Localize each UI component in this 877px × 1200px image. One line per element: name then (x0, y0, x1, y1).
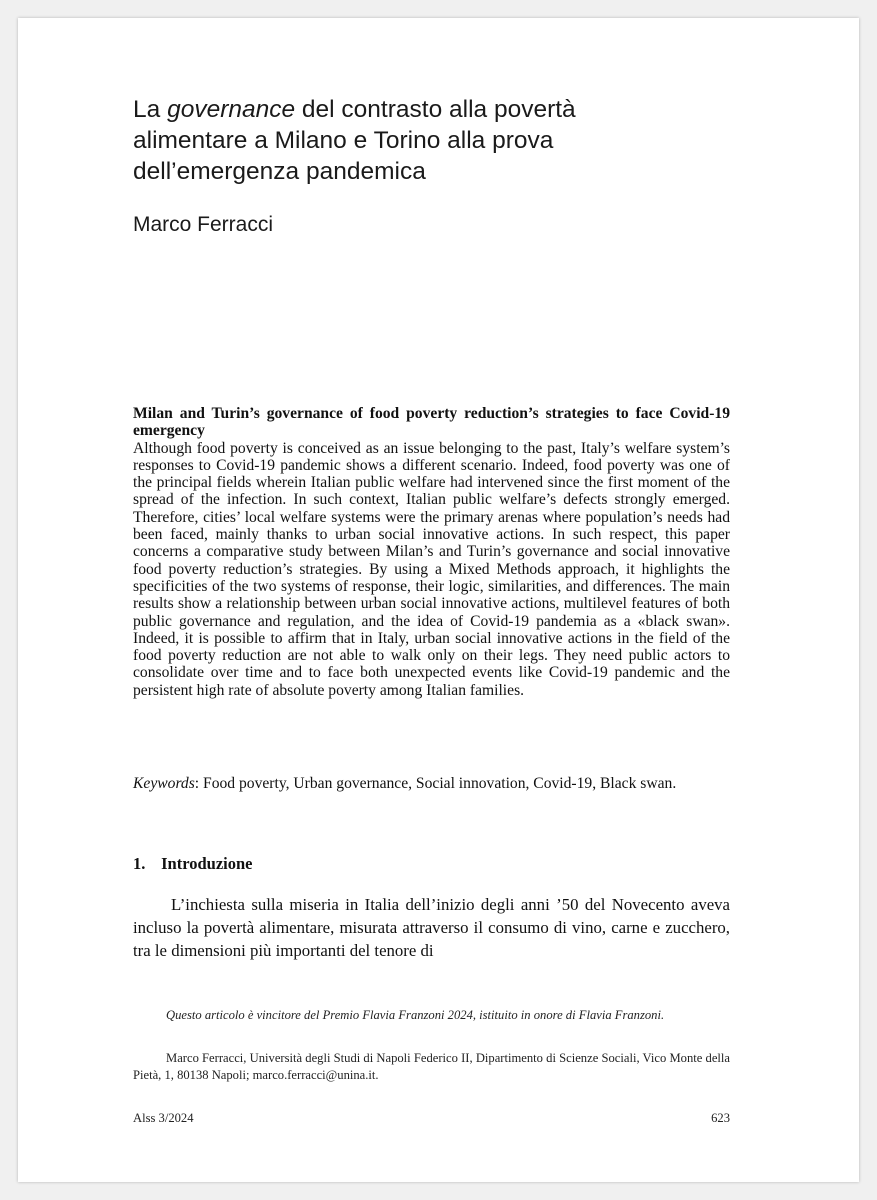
section-heading (133, 854, 253, 874)
footnote-affiliation: Marco Ferracci, Università degli Studi di Napoli Federico II, Dipartimento di Scienze Sociali, Vico Monte della Pietà, 1, 80138 Napoli; marco.ferracci@unina.it. (133, 1051, 730, 1082)
keywords-text: : Food poverty, Urban governance, Social innovation, Covid-19, Black swan. (194, 775, 677, 792)
abstract (133, 405, 730, 699)
abstract-title: Milan and Turin’s governance of food poverty reduction’s strategies to face Covid-19 emergency (133, 405, 730, 440)
author-name: Marco Ferracci (133, 213, 274, 236)
abstract-body: Although food poverty is conceived as an issue belonging to the past, Italy’s welfare system’s responses to Covid-19 pandemic shows a different scenario. Indeed, food poverty was one of the principal fields wherein Italian public welfare had intervened since the first moment of the spread of the infection. In such context, Italian public welfare’s defects strongly emerged. Therefore, cities’ local welfare systems were the primary arenas where population’s needs had been faced, mainly thanks to urban social innovative actions. In such respect, this paper concerns a comparative study between Milan’s and Turin’s governance and social innovative food poverty reduction’s strategies. By using a Mixed Methods approach, it highlights the specificities of the two systems of response, their logic, similarities, and differences. The main results show a relationship between urban social innovative actions, multilevel features of both public governance and regulation, and the idea of Covid-19 pandemia as a «black swan». Indeed, it is possible to affirm that in Italy, urban social innovative actions in the field of the food poverty reduction are not able to walk only on their legs. They need public actors to consolidate over time and to face both unexpected events like Covid-19 pandemic and the persistent high rate of absolute poverty among Italian families. (133, 439, 730, 699)
footer-journal: Alss 3/2024 (133, 1111, 194, 1125)
paper-page (18, 18, 859, 1182)
footnote-award: Questo articolo è vincitore del Premio Flavia Franzoni 2024, istituito in onore di Flavia Franzoni. (166, 1008, 665, 1022)
title-italic: governance (167, 96, 296, 123)
section-title: Introduzione (161, 854, 253, 873)
title-rest: del contrasto alla povertà alimentare a Milano e Torino alla prova dell’emergenza pandemica (133, 96, 576, 185)
section-number: 1. (133, 854, 146, 873)
footer-page-number: 623 (711, 1111, 730, 1125)
keywords-label: Keywords (133, 775, 195, 792)
section-paragraph: L’inchiesta sulla miseria in Italia dell’inizio degli anni ’50 del Novecento aveva incluso la povertà alimentare, misurata attraverso il consumo di vino, carne e zucchero, tra le dimensioni più importanti del tenore di (133, 895, 730, 960)
article-title (133, 94, 693, 187)
title-prefix: La (133, 96, 168, 123)
keywords (133, 775, 730, 792)
